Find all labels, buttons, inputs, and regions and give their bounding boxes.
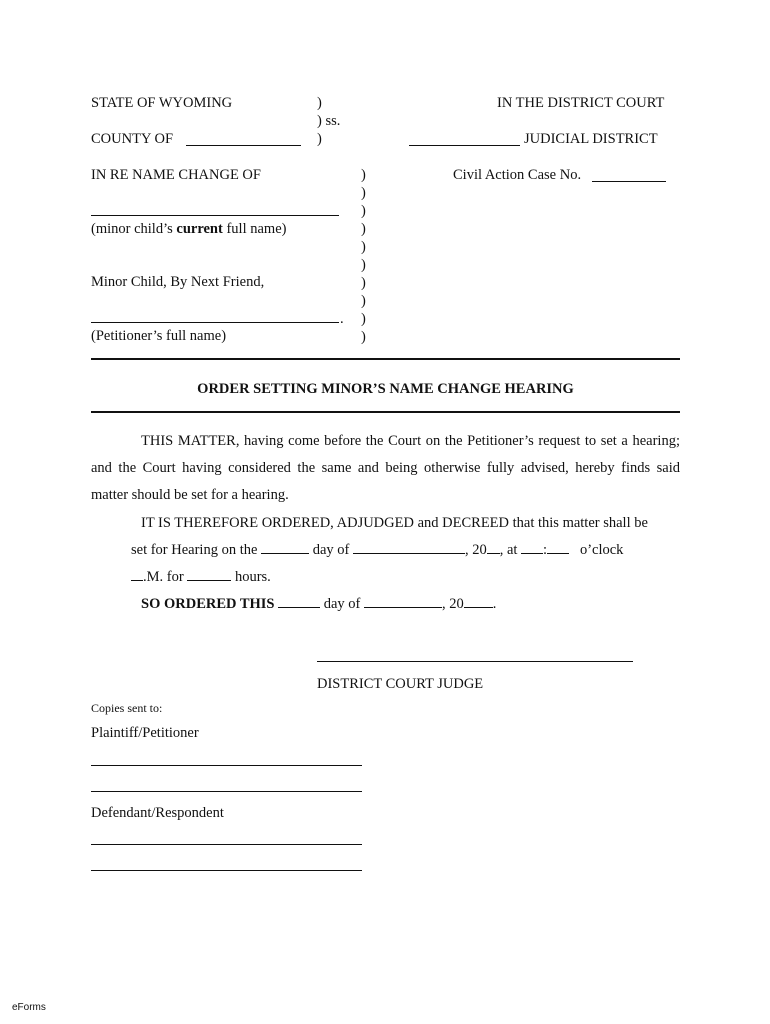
caption-ss: ) ss. xyxy=(317,113,341,129)
in-re-label: IN RE NAME CHANGE OF xyxy=(91,167,261,183)
document-title: ORDER SETTING MINOR’S NAME CHANGE HEARING xyxy=(197,381,574,397)
ordered-day-blank[interactable] xyxy=(278,595,320,608)
next-friend-label: Minor Child, By Next Friend, xyxy=(91,274,265,290)
state-label: STATE OF WYOMING xyxy=(91,95,233,111)
judge-signature-line[interactable] xyxy=(317,661,633,662)
title-rule-bottom xyxy=(91,411,680,413)
defendant-line-1[interactable] xyxy=(91,844,362,845)
title-rule-top xyxy=(91,358,680,360)
hearing-minute-blank[interactable] xyxy=(547,541,569,554)
plaintiff-label: Plaintiff/Petitioner xyxy=(91,725,199,741)
hearing-year-blank[interactable] xyxy=(487,541,500,554)
period: . xyxy=(340,311,344,327)
county-label: COUNTY OF xyxy=(91,131,174,147)
caption-paren: ) xyxy=(361,221,366,237)
ordered-month-blank[interactable] xyxy=(364,595,442,608)
ordered-year-blank[interactable] xyxy=(464,595,493,608)
ampm-blank[interactable] xyxy=(131,568,143,581)
order-line: IT IS THEREFORE ORDERED, ADJUDGED and DECREED that this matter shall be xyxy=(141,515,648,531)
hearing-month-blank[interactable] xyxy=(353,541,465,554)
caption-paren: ) xyxy=(361,329,366,345)
court-label: IN THE DISTRICT COURT xyxy=(497,95,665,111)
case-no-blank[interactable] xyxy=(592,181,666,182)
hearing-hour-blank[interactable] xyxy=(521,541,543,554)
caption-paren: ) xyxy=(361,257,366,273)
district-blank[interactable] xyxy=(409,145,520,146)
caption-paren: ) xyxy=(361,167,366,183)
defendant-label: Defendant/Respondent xyxy=(91,805,224,821)
findings-paragraph: THIS MATTER, having come before the Court on the Petitioner’s request to set a hearing; and the Court having considered the same and being otherwise fully advised, hereby finds said matter should be set for a hearing. xyxy=(91,433,680,503)
petitioner-name-label: (Petitioner’s full name) xyxy=(91,328,227,344)
plaintiff-line-1[interactable] xyxy=(91,765,362,766)
caption-paren: ) xyxy=(361,239,366,255)
county-blank[interactable] xyxy=(186,145,301,146)
caption-paren: ) xyxy=(361,275,366,291)
defendant-line-2[interactable] xyxy=(91,870,362,871)
caption-paren: ) xyxy=(317,131,322,147)
eforms-brand: eForms xyxy=(12,1002,46,1013)
hearing-duration-line: .M. for hours. xyxy=(131,568,271,586)
hearing-date-line: set for Hearing on the day of , 20 , at : o’clock xyxy=(131,542,624,558)
minor-name-blank[interactable] xyxy=(91,215,339,216)
hours-blank[interactable] xyxy=(187,568,231,581)
hearing-day-blank[interactable] xyxy=(261,541,309,554)
judge-label: DISTRICT COURT JUDGE xyxy=(317,676,484,692)
caption-paren: ) xyxy=(317,95,322,111)
plaintiff-line-2[interactable] xyxy=(91,791,362,792)
petitioner-name-blank[interactable] xyxy=(91,322,339,323)
caption-paren: ) xyxy=(361,185,366,201)
district-label: JUDICIAL DISTRICT xyxy=(524,131,658,147)
minor-name-label: (minor child’s current full name) xyxy=(91,221,287,237)
so-ordered-line: SO ORDERED THIS day of , 20 . xyxy=(141,596,497,612)
caption-paren: ) xyxy=(361,203,366,219)
case-no-label: Civil Action Case No. xyxy=(453,167,582,183)
caption-paren: ) xyxy=(361,293,366,309)
caption-paren: ) xyxy=(361,311,366,327)
copies-label: Copies sent to: xyxy=(91,701,163,715)
